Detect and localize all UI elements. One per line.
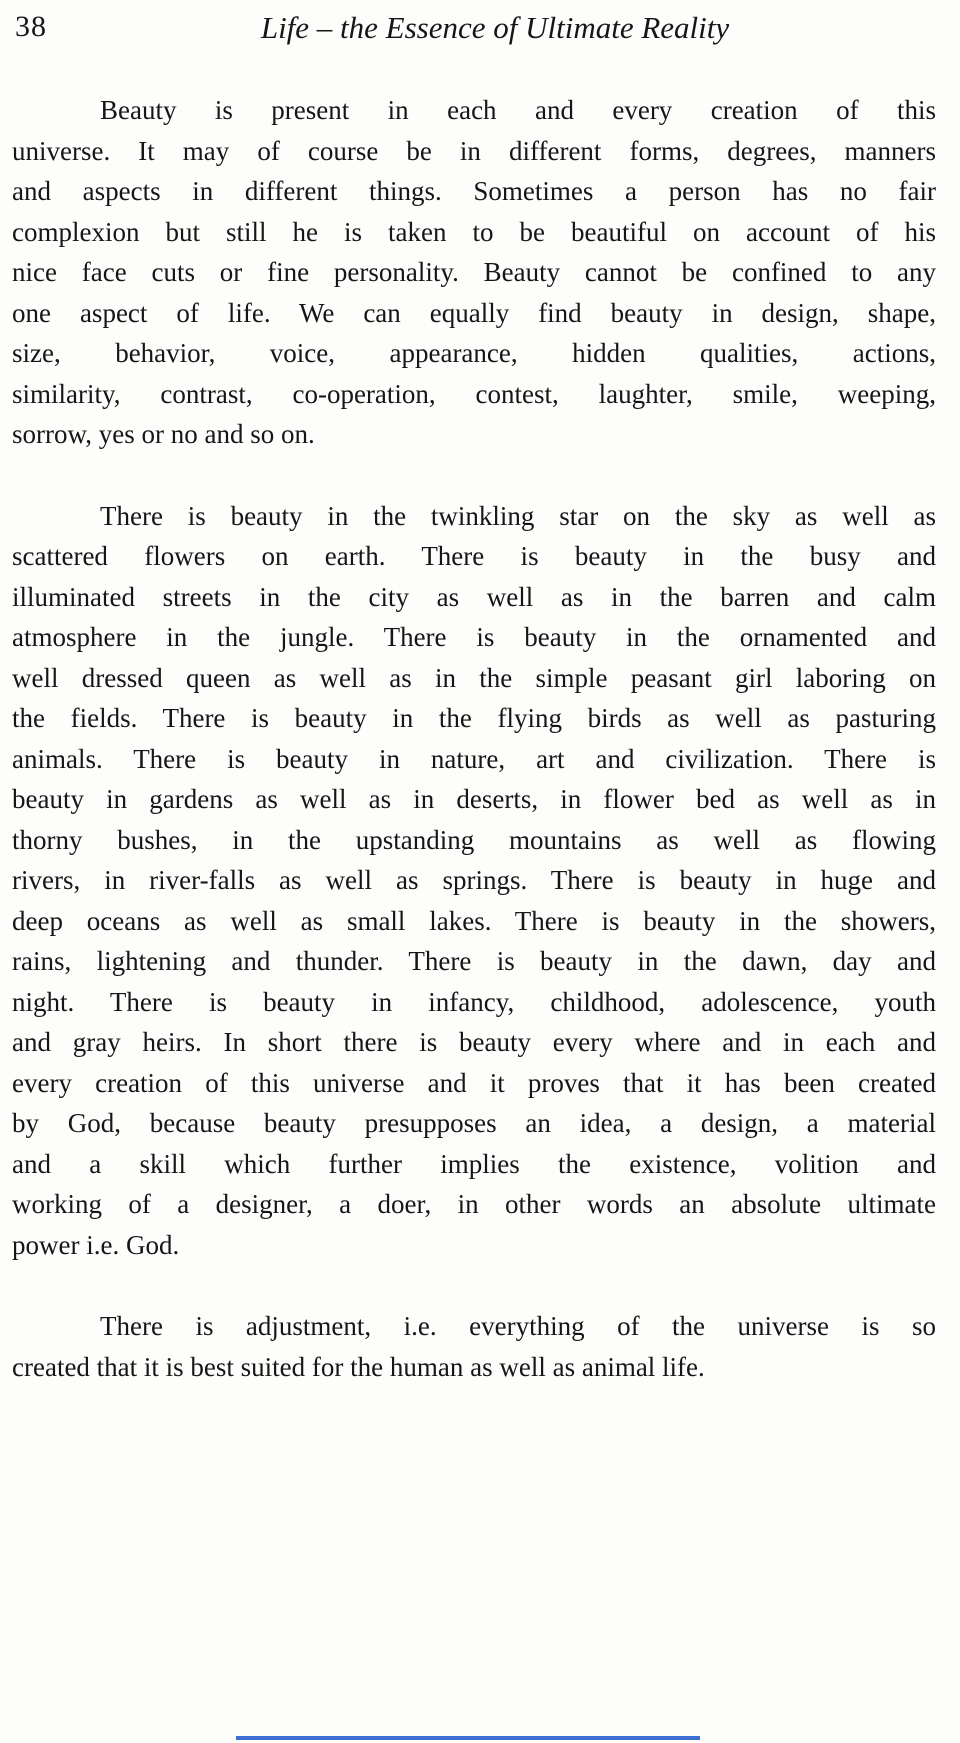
text-line: rivers, in river-falls as well as springs. There is beauty in huge and <box>12 865 936 895</box>
text-line: There is adjustment, i.e. everything of the universe is so <box>100 1311 936 1341</box>
text-line: size, behavior, voice, appearance, hidden qualities, actions, <box>12 338 936 368</box>
paragraph <box>12 496 936 1266</box>
text-line: sorrow, yes or no and so on. <box>12 419 315 449</box>
page-header-title: Life – the Essence of Ultimate Reality <box>260 10 730 45</box>
text-line: one aspect of life. We can equally find beauty in design, shape, <box>12 297 936 328</box>
text-line: beauty in gardens as well as in deserts, in flower bed as well as in <box>12 784 936 814</box>
page-header <box>0 0 960 62</box>
text-line: illuminated streets in the city as well as in the barren and calm <box>12 581 936 612</box>
text-line: night. There is beauty in infancy, childhood, adolescence, youth <box>12 986 936 1017</box>
paragraph <box>12 90 936 455</box>
text-line: the fields. There is beauty in the flying birds as well as pasturing <box>12 703 936 733</box>
text-line: There is beauty in the twinkling star on the sky as well as <box>100 500 936 531</box>
text-line: rains, lightening and thunder. There is beauty in the dawn, day and <box>12 946 936 976</box>
text-line: and gray heirs. In short there is beauty every where and in each and <box>12 1027 936 1057</box>
text-line: well dressed queen as well as in the simple peasant girl laboring on <box>12 662 936 693</box>
text-line: by God, because beauty presupposes an idea, a design, a material <box>12 1108 936 1138</box>
text-line: nice face cuts or fine personality. Beauty cannot be confined to any <box>12 257 936 287</box>
text-line: and aspects in different things. Sometimes a person has no fair <box>12 176 936 206</box>
text-line: universe. It may of course be in different forms, degrees, manners <box>12 135 936 166</box>
text-line: animals. There is beauty in nature, art and civilization. There is <box>12 743 936 774</box>
paragraph <box>12 1306 936 1387</box>
body-text <box>0 90 960 1387</box>
text-line: thorny bushes, in the upstanding mountains as well as flowing <box>12 824 936 855</box>
text-line: atmosphere in the jungle. There is beauty in the ornamented and <box>12 622 936 652</box>
bottom-blue-line <box>236 1736 700 1740</box>
text-line: Beauty is present in each and every creation of this <box>100 95 936 125</box>
text-line: scattered flowers on earth. There is beauty in the busy and <box>12 541 936 571</box>
text-line: complexion but still he is taken to be beautiful on account of his <box>12 216 936 247</box>
text-line: similarity, contrast, co-operation, contest, laughter, smile, weeping, <box>12 378 936 409</box>
text-line: every creation of this universe and it proves that it has been created <box>12 1067 936 1098</box>
text-line: power i.e. God. <box>12 1229 180 1260</box>
text-line: created that it is best suited for the human as well as animal life. <box>12 1351 705 1382</box>
text-line: deep oceans as well as small lakes. There is beauty in the showers, <box>12 905 936 936</box>
text-line: working of a designer, a doer, in other words an absolute ultimate <box>12 1189 936 1219</box>
text-line: and a skill which further implies the existence, volition and <box>12 1148 936 1179</box>
page-number: 38 <box>15 10 47 43</box>
